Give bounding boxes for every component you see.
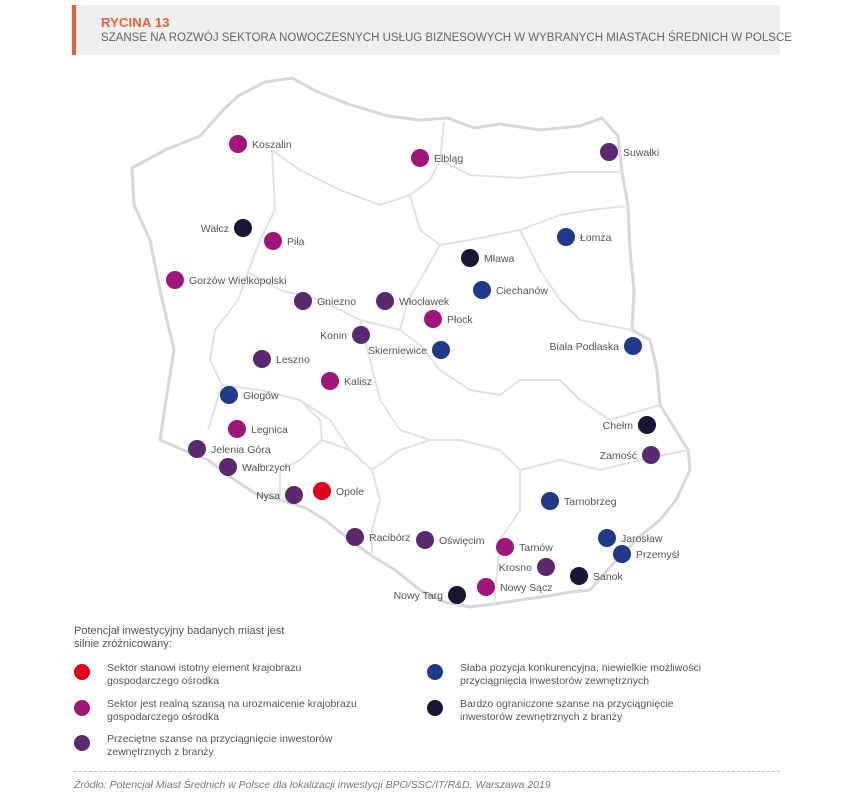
city-label-jaroslaw: Jarosław — [621, 533, 663, 545]
city-label-oswiecim: Oświęcim — [439, 535, 485, 547]
city-marker-nowy-targ — [448, 586, 466, 604]
city-marker-sanok — [570, 567, 588, 585]
city-label-leszno: Leszno — [276, 354, 310, 366]
city-label-tarnow: Tarnów — [519, 542, 553, 554]
legend-label-blue: Słaba pozycja konkurencyjna, niewielkie możliwości przyciągnięcia inwestorów zewnętrznych — [460, 662, 702, 687]
legend-item-blue — [427, 662, 745, 688]
city-label-raciborz: Racibórz — [369, 532, 411, 544]
city-marker-opole — [313, 482, 331, 500]
city-label-przemysl: Przemyśl — [636, 549, 680, 561]
city-marker-legnica — [228, 420, 246, 438]
city-marker-pila — [264, 232, 282, 250]
city-label-sanok: Sanok — [593, 571, 623, 583]
city-marker-suwalki — [600, 143, 618, 161]
city-label-nysa: Nysa — [256, 490, 280, 502]
city-label-pila: Piła — [287, 236, 305, 248]
legend-intro: Potencjał inwestycyjny badanych miast jest silnie zróżnicowany: — [74, 625, 285, 650]
city-marker-plock — [424, 310, 442, 328]
city-label-ciechanow: Ciechanów — [496, 285, 548, 297]
city-label-gniezno: Gniezno — [317, 296, 357, 308]
city-label-tarnobrzeg: Tarnobrzeg — [564, 496, 617, 508]
legend-label-magenta: Sektor jest realną szansą na urozmaicenie krajobrazu gospodarczego ośrodka — [107, 698, 357, 723]
city-label-skierniewice: Skierniewice — [368, 345, 427, 357]
city-label-opole: Opole — [336, 486, 365, 498]
city-marker-jelenia-gora — [188, 440, 206, 458]
city-marker-nysa — [285, 486, 303, 504]
legend-item-magenta — [74, 698, 377, 724]
figure-label: RYCINA 13 — [101, 15, 170, 30]
city-label-walcz: Wałcz — [200, 223, 229, 235]
city-label-kalisz: Kalisz — [344, 376, 373, 388]
city-label-konin: Konin — [320, 330, 347, 342]
city-label-nowy-sacz: Nowy Sącz — [500, 582, 553, 594]
city-marker-konin — [352, 326, 370, 344]
city-label-chelm: Chełm — [602, 420, 633, 432]
city-marker-biala-podlaska — [624, 337, 642, 355]
legend-dot-magenta — [74, 700, 90, 716]
city-marker-lomza — [557, 228, 575, 246]
legend-dot-purple — [74, 735, 90, 751]
legend-item-purple — [74, 733, 367, 759]
city-label-nowy-targ: Nowy Targ — [393, 590, 443, 602]
city-label-lomza: Łomża — [580, 232, 612, 244]
city-marker-koszalin — [229, 135, 247, 153]
city-marker-gniezno — [294, 292, 312, 310]
city-marker-nowy-sacz — [477, 578, 495, 596]
city-marker-tarnow — [496, 538, 514, 556]
figure-title: SZANSE NA ROZWÓJ SEKTORA NOWOCZESNYCH USŁUG BIZNESOWYCH W WYBRANYCH MIASTACH ŚREDNICH W POLSCE — [101, 32, 792, 44]
city-marker-jaroslaw — [598, 529, 616, 547]
legend-label-navy: Bardzo ograniczone szanse na przyciągnięcie inwestorów zewnętrznych z branży — [460, 698, 674, 723]
city-marker-kalisz — [321, 372, 339, 390]
city-label-elblag: Elbląg — [434, 153, 464, 165]
city-marker-skierniewice — [432, 341, 450, 359]
city-label-mlawa: Mława — [484, 253, 515, 265]
legend-dot-red — [74, 664, 90, 680]
city-marker-walbrzych — [219, 458, 237, 476]
city-label-zamosc: Zamość — [599, 450, 637, 462]
city-label-glogow: Głogów — [243, 390, 279, 402]
city-marker-wloclawek — [376, 292, 394, 310]
legend-item-red — [74, 662, 367, 688]
source-note: Źródło: Potencjał Miast Średnich w Polsce dla lokalizacji inwestycji BPO/SSC/IT/R&D, Warszawa 2019 — [74, 779, 551, 791]
city-label-plock: Płock — [447, 314, 473, 326]
city-marker-krosno — [537, 558, 555, 576]
legend-label-purple: Przeciętne szanse na przyciągnięcie inwestorów zewnętrznych z branży — [107, 733, 333, 758]
legend-item-navy — [427, 698, 720, 724]
city-label-walbrzych: Wałbrzych — [242, 462, 291, 474]
city-marker-mlawa — [461, 249, 479, 267]
city-label-jelenia-gora: Jelenia Góra — [211, 444, 271, 456]
city-marker-chelm — [638, 416, 656, 434]
city-marker-tarnobrzeg — [541, 492, 559, 510]
city-marker-gorzow-wielkopolski — [166, 271, 184, 289]
city-marker-oswiecim — [416, 531, 434, 549]
city-label-legnica: Legnica — [251, 424, 288, 436]
city-marker-glogow — [220, 386, 238, 404]
city-label-gorzow-wielkopolski: Gorzów Wielkopolski — [189, 275, 287, 287]
legend-dot-blue — [427, 664, 443, 680]
city-marker-zamosc — [642, 446, 660, 464]
city-marker-walcz — [234, 219, 252, 237]
city-marker-elblag — [411, 149, 429, 167]
city-label-biala-podlaska: Biała Podlaska — [549, 341, 619, 353]
legend-dot-navy — [427, 700, 443, 716]
city-label-suwalki: Suwałki — [623, 147, 660, 159]
legend-label-red: Sektor stanowi istotny element krajobrazu gospodarczego ośrodka — [107, 662, 302, 687]
footer-divider — [74, 771, 780, 772]
city-marker-ciechanow — [473, 281, 491, 299]
city-label-koszalin: Koszalin — [252, 139, 292, 151]
city-label-wloclawek: Włocławek — [399, 296, 450, 308]
city-label-krosno: Krosno — [498, 562, 532, 574]
city-marker-leszno — [253, 350, 271, 368]
city-marker-raciborz — [346, 528, 364, 546]
city-marker-przemysl — [613, 545, 631, 563]
